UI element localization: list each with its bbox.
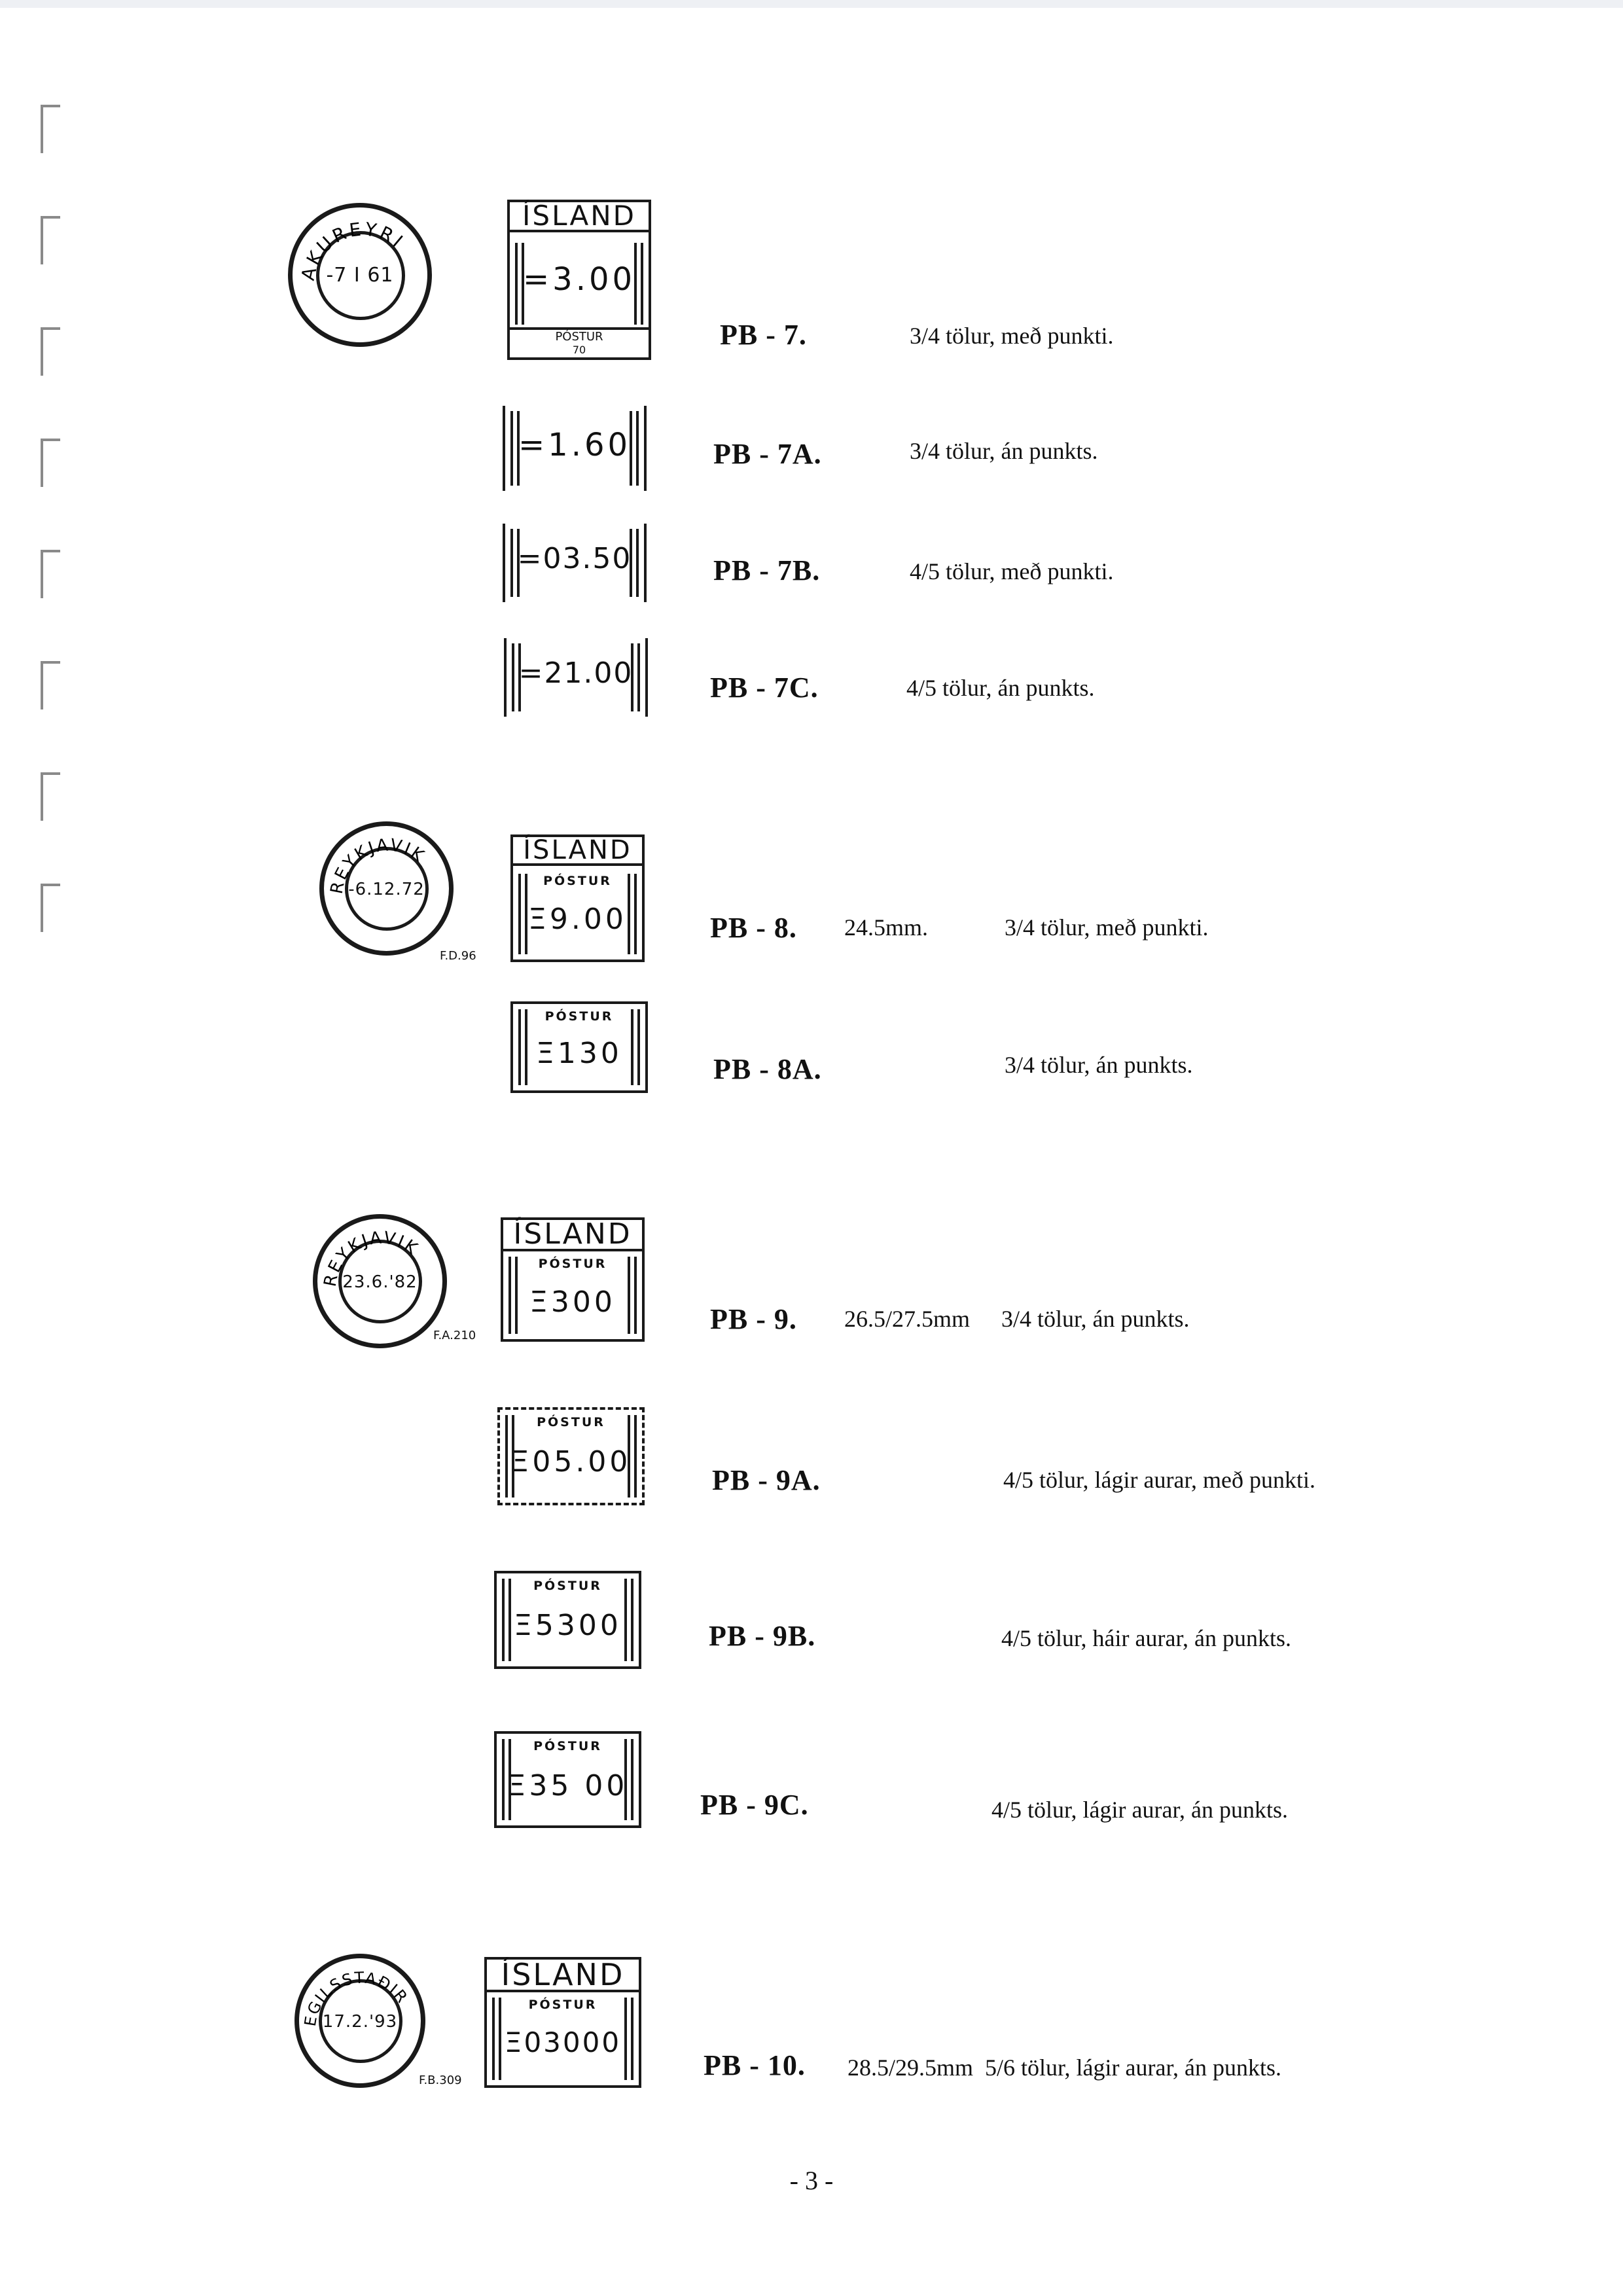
meter-head: ÍSLAND <box>510 834 645 866</box>
svg-text:EGILSSTAÐIR: EGILSSTAÐIR <box>300 1968 412 2028</box>
meter-stamp-pb10 <box>484 1957 641 2088</box>
meter-value: =3.00 <box>522 261 636 298</box>
meter-value: =21.00 <box>518 656 633 690</box>
postmark-date: -6.12.72 <box>348 880 425 899</box>
entry-code: PB - 10. <box>704 2049 806 2081</box>
meter-postur: PÓSTUR <box>537 1415 605 1429</box>
entry-code: PB - 9B. <box>709 1620 816 1652</box>
meter-postur: PÓSTUR <box>533 1739 602 1753</box>
meter-stamp-pb8a <box>510 1001 648 1093</box>
meter-value: =03.50 <box>517 542 632 575</box>
entry-description: 4/5 tölur, lágir aurar, án punkts. <box>991 1797 1289 1823</box>
meter-stamp-pb9b <box>494 1571 641 1669</box>
entry-code: PB - 8A. <box>713 1053 822 1085</box>
entry-code: PB - 9. <box>710 1303 797 1335</box>
meter-head: ÍSLAND <box>501 1217 645 1251</box>
binder-mark <box>41 772 60 821</box>
meter-stamp-pb9a <box>497 1407 645 1505</box>
entry-code: PB - 9A. <box>712 1464 821 1496</box>
meter-value: Ξ35 00 <box>507 1769 628 1803</box>
binder-mark <box>41 216 60 264</box>
postmark-reykjavik-1982 <box>313 1214 447 1348</box>
meter-value: =1.60 <box>518 427 632 463</box>
entry-size: 24.5mm. <box>844 914 929 941</box>
postmark-date: -7 I 61 <box>326 264 394 287</box>
meter-value: Ξ5300 <box>514 1609 622 1642</box>
meter-foot <box>507 327 651 360</box>
postmark-egilsstadir <box>294 1954 425 2088</box>
meter-postur: PÓSTUR <box>543 874 612 888</box>
binder-mark <box>41 439 60 487</box>
page-number: - 3 - <box>789 2166 834 2195</box>
meter-value: Ξ03000 <box>504 2026 622 2058</box>
entry-description: 4/5 tölur, lágir aurar, með punkti. <box>1003 1467 1315 1493</box>
binder-mark <box>41 550 60 598</box>
meter-postur: PÓSTUR <box>544 1009 614 1024</box>
entry-size: 26.5/27.5mm <box>844 1306 971 1332</box>
entry-code: PB - 9C. <box>700 1789 809 1821</box>
meter-postur: PÓSTUR <box>533 1579 602 1593</box>
meter-stamp-pb9 <box>501 1217 645 1342</box>
binder-mark <box>41 661 60 709</box>
meter-postur: PÓSTUR <box>538 1257 607 1271</box>
svg-text:REYKJAVIK: REYKJAVIK <box>327 835 429 896</box>
postmark-code: F.A.210 <box>433 1329 476 1342</box>
meter-value: Ξ05.00 <box>510 1445 632 1479</box>
entry-description: 3/4 tölur, án punkts. <box>1001 1306 1190 1332</box>
page-top-edge <box>0 0 1623 8</box>
meter-stamp-pb7c <box>504 638 648 717</box>
entry-description: 4/5 tölur, án punkts. <box>906 675 1095 701</box>
meter-stamp-pb9c <box>494 1731 641 1828</box>
entry-description: 3/4 tölur, með punkti. <box>910 323 1114 349</box>
entry-description: 5/6 tölur, lágir aurar, án punkts. <box>985 2054 1282 2081</box>
entry-description: 3/4 tölur, án punkts. <box>1005 1052 1193 1078</box>
binder-mark <box>41 884 60 932</box>
meter-postur: PÓSTUR <box>555 330 603 344</box>
entry-code: PB - 8. <box>710 912 797 944</box>
postmark-code: F.D.96 <box>440 949 476 963</box>
meter-head: ÍSLAND <box>484 1957 641 1992</box>
postmark-reykjavik-1972 <box>319 821 454 956</box>
binder-mark <box>41 105 60 153</box>
meter-stamp-pb7a <box>503 406 647 491</box>
entry-code: PB - 7C. <box>710 672 819 704</box>
meter-stamp-pb8 <box>510 834 645 962</box>
meter-value: Ξ9.00 <box>528 903 627 936</box>
entry-description: 4/5 tölur, háir aurar, án punkts. <box>1001 1625 1292 1651</box>
meter-postur: PÓSTUR <box>528 1998 597 2012</box>
meter-stamp-pb7b <box>503 524 647 602</box>
svg-text:AKUREYRI: AKUREYRI <box>296 218 409 283</box>
entry-code: PB - 7A. <box>713 438 822 470</box>
meter-value: Ξ130 <box>536 1037 622 1070</box>
meter-value: Ξ300 <box>529 1285 616 1319</box>
meter-stamp-pb7 <box>507 200 651 360</box>
meter-head: ÍSLAND <box>507 200 651 232</box>
entry-code: PB - 7B. <box>713 554 821 586</box>
entry-code: PB - 7. <box>720 319 807 351</box>
binder-mark <box>41 327 60 376</box>
entry-description: 3/4 tölur, með punkti. <box>1005 914 1209 941</box>
entry-size: 28.5/29.5mm <box>847 2054 974 2081</box>
meter-sub: 70 <box>572 344 586 356</box>
entry-description: 4/5 tölur, með punkti. <box>910 558 1114 584</box>
postmark-code: F.B.309 <box>419 2073 462 2087</box>
entry-description: 3/4 tölur, án punkts. <box>910 438 1098 464</box>
postmark-date: 23.6.'82 <box>342 1272 418 1292</box>
postmark-akureyri <box>288 203 432 347</box>
svg-text:REYKJAVIK: REYKJAVIK <box>320 1228 423 1289</box>
postmark-date: 17.2.'93 <box>322 2012 398 2032</box>
